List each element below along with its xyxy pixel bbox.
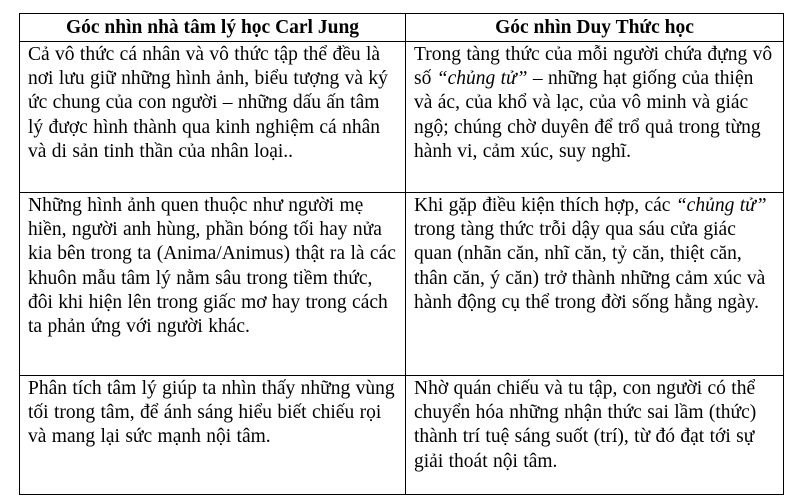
header-duy-thuc: Góc nhìn Duy Thức học xyxy=(406,14,784,42)
table-row xyxy=(20,193,784,376)
table-row xyxy=(20,376,784,495)
header-jung: Góc nhìn nhà tâm lý học Carl Jung xyxy=(20,14,406,42)
cell-text: Trong tàng thức của mỗi người chứa đựng vô số xyxy=(414,44,773,90)
table-row xyxy=(20,42,784,193)
cell-jung: Những hình ảnh quen thuộc như người mẹ hiền, người anh hùng, phần bóng tối hay nửa kia bên trong ta (Anima/Animus) thật ra là các khuôn mẫu tâm lý nằm sâu trong tiềm thức, đôi khi hiện lên trong giấc mơ hay trong cách ta phản ứng với người khác. xyxy=(20,193,406,376)
cell-duy-thuc xyxy=(406,376,784,495)
cell-text: trong tàng thức trỗi dậy qua sáu cửa giác quan (nhãn căn, nhĩ căn, tỷ căn, thiệt căn, thân căn, ý căn) trở thành những cảm xúc và hành động cụ thể trong đời sống hằng ngày. xyxy=(414,219,766,313)
cell-jung: Cả vô thức cá nhân và vô thức tập thể đều là nơi lưu giữ những hình ảnh, biểu tượng và ký ức chung của con người – những dấu ấn tâm lý được hình thành qua kinh nghiệm cá nhân và di sản tinh thần của nhân loại.. xyxy=(20,42,406,193)
table-header-row xyxy=(20,14,784,42)
cell-text: – những hạt giống của thiện và ác, của khổ và lạc, của vô minh và giác ngộ; chúng chờ duyên để trổ quả trong từng hành vi, cảm xúc, suy nghĩ. xyxy=(414,68,761,162)
cell-text: Nhờ quán chiếu và tu tập, con người có thể chuyển hóa những nhận thức sai lầm (thức) thành trí tuệ sáng suốt (trí), từ đó đạt tới sự giải thoát nội tâm. xyxy=(414,378,757,472)
cell-duy-thuc xyxy=(406,193,784,376)
comparison-table xyxy=(19,13,784,495)
cell-duy-thuc xyxy=(406,42,784,193)
cell-text: Khi gặp điều kiện thích hợp, các xyxy=(414,195,676,216)
chung-tu-term: “chủng tử” xyxy=(675,195,767,216)
chung-tu-term: “chủng tử” xyxy=(436,68,528,90)
cell-jung: Phân tích tâm lý giúp ta nhìn thấy những vùng tối trong tâm, để ánh sáng hiểu biết chiếu rọi và mang lại sức mạnh nội tâm. xyxy=(20,376,406,495)
